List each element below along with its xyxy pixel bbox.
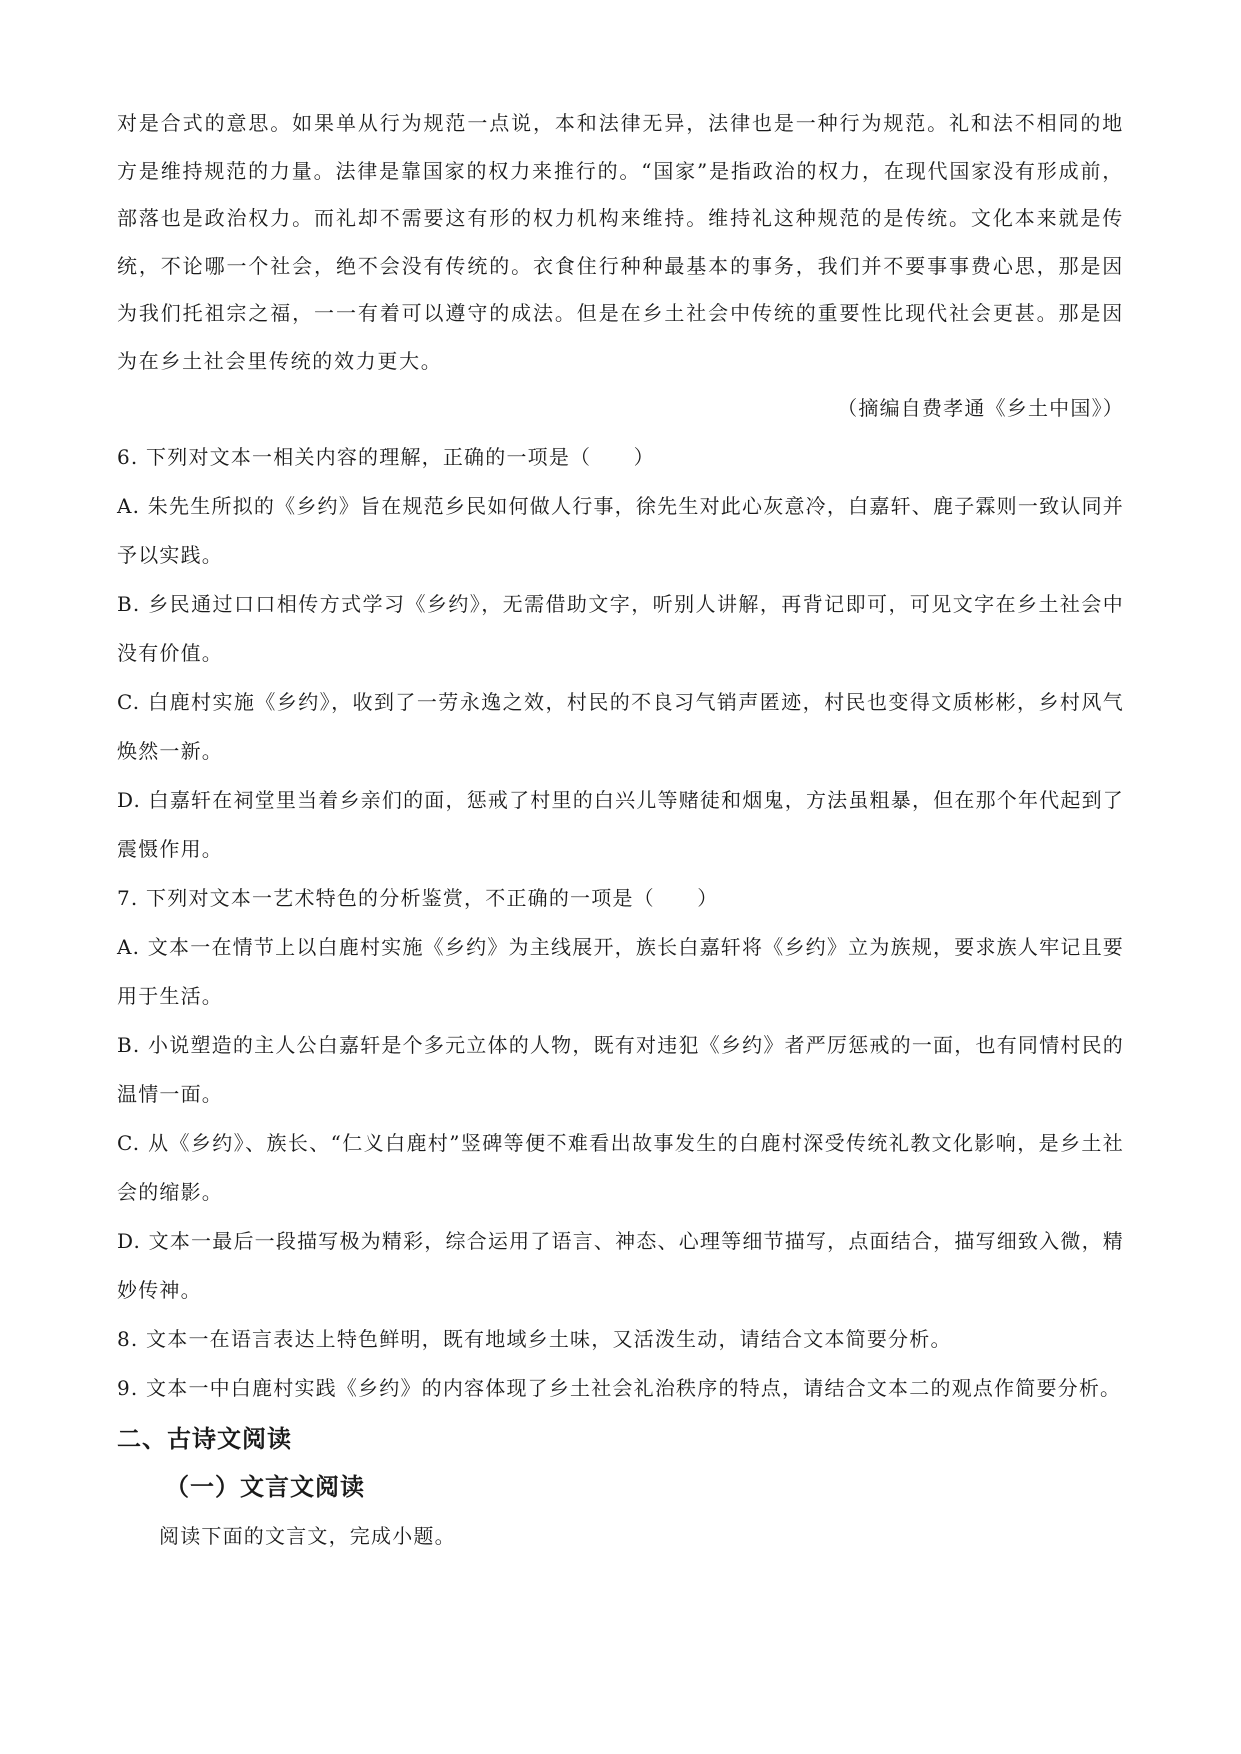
subsection-title: （一）文言文阅读 [165,1472,365,1501]
document-page [117,100,1124,1561]
reading-instruction: 阅读下面的文言文，完成小题。 [159,1523,456,1548]
question-7-stem: 7. 下列对文本一艺术特色的分析鉴赏，不正确的一项是（ ） [117,885,719,910]
question-7-option-a: A. 文本一在情节上以白鹿村实施《乡约》为主线展开，族长白嘉轩将《乡约》立为族规，要求族人牢记且要用于生活。 [117,934,1124,1008]
question-7-option-d: D. 文本一最后一段描写极为精彩，综合运用了语言、神态、心理等细节描写，点面结合，描写细致入微，精妙传神。 [117,1228,1124,1302]
passage-paragraph: 对是合式的意思。如果单从行为规范一点说，本和法律无异，法律也是一种行为规范。礼和法不相同的地方是维持规范的力量。法律是靠国家的权力来推行的。“国家”是指政治的权力，在现代国家没有形成前，部落也是政治权力。而礼却不需要这有形的权力机构来维持。维持礼这种规范的是传统。文化本来就是传统，不论哪一个社会，绝不会没有传统的。衣食住行种种最基本的事务，我们并不要事事费心思，那是因为我们托祖宗之福，一一有着可以遵守的成法。但是在乡土社会中传统的重要性比现代社会更甚。那是因为在乡土社会里传统的效力更大。 [117,111,1124,373]
question-9: 9. 文本一中白鹿村实践《乡约》的内容体现了乡土社会礼治秩序的特点，请结合文本二的观点作简要分析。 [117,1375,1122,1400]
question-6-stem: 6. 下列对文本一相关内容的理解，正确的一项是（ ） [117,444,655,469]
question-6-option-a: A. 朱先生所拟的《乡约》旨在规范乡民如何做人行事，徐先生对此心灰意冷，白嘉轩、鹿子霖则一致认同并予以实践。 [117,493,1124,567]
question-8: 8. 文本一在语言表达上特色鲜明，既有地域乡土味，又活泼生动，请结合文本简要分析。 [117,1326,952,1351]
passage-source: （摘编自费孝通《乡土中国》） [837,396,1124,420]
question-6-option-c: C. 白鹿村实施《乡约》，收到了一劳永逸之效，村民的不良习气销声匿迹，村民也变得文质彬彬，乡村风气焕然一新。 [117,689,1124,763]
question-7-option-c: C. 从《乡约》、族长、“仁义白鹿村”竖碑等便不难看出故事发生的白鹿村深受传统礼教文化影响，是乡土社会的缩影。 [117,1130,1124,1204]
question-6-option-d: D. 白嘉轩在祠堂里当着乡亲们的面，惩戒了村里的白兴儿等赌徒和烟鬼，方法虽粗暴，但在那个年代起到了震慑作用。 [117,787,1124,861]
section-title: 二、古诗文阅读 [117,1424,292,1453]
question-6-option-b: B. 乡民通过口口相传方式学习《乡约》，无需借助文字，听别人讲解，再背记即可，可见文字在乡土社会中没有价值。 [117,591,1124,665]
question-7-option-b: B. 小说塑造的主人公白嘉轩是个多元立体的人物，既有对违犯《乡约》者严厉惩戒的一面，也有同情村民的温情一面。 [117,1032,1124,1106]
